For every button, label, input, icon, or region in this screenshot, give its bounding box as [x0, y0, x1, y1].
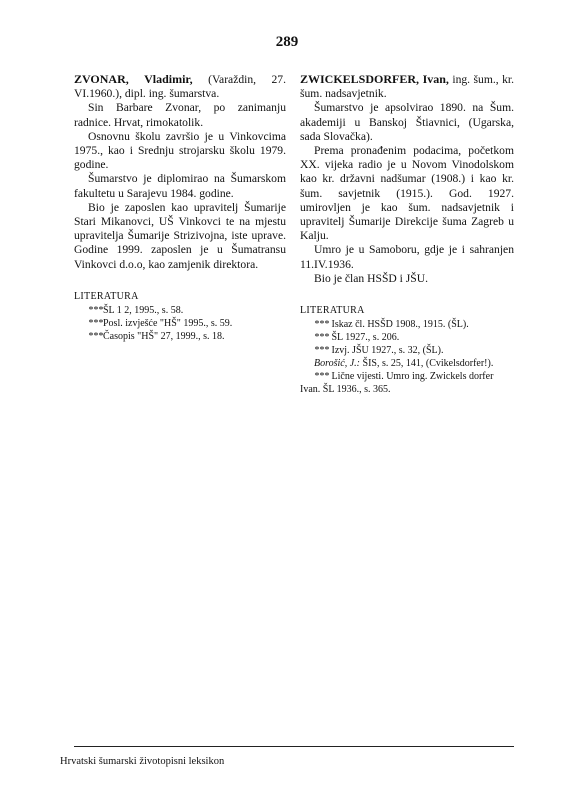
literature-item: [300, 318, 514, 331]
entry-name: ZVONAR, Vladimir,: [74, 72, 193, 86]
entry-heading: [300, 72, 514, 101]
literature-text: Posl. izvješće "HŠ" 1995., s. 59.: [103, 318, 233, 330]
literature-prefix: ***: [88, 318, 103, 330]
literature-text: Izvj. JŠU 1927., s. 32, (ŠL).: [331, 345, 444, 357]
literature-prefix: ***: [88, 305, 103, 317]
entry-paragraph: Umro je u Samoboru, gdje je i sahranjen 11.IV.1936.: [300, 243, 514, 271]
literature-list: [300, 318, 514, 396]
literature-item: [74, 304, 286, 317]
entry-paragraph: Osnovnu školu završio je u Vinkovcima 1975., kao i Srednju strojarsku školu 1979. godine.: [74, 129, 286, 172]
literature-prefix: ***: [314, 345, 329, 357]
literature-prefix: ***: [314, 319, 329, 331]
entry-paragraph: Šumarstvo je apsolvirao 1890. na Šum. akademiji u Banskoj Štiavnici, (Ugarska, sada Slovačka).: [300, 101, 514, 143]
literature-text: ŠIS, s. 25, 141, (Cvikelsdorfer!).: [362, 358, 494, 370]
entry-paragraph: Bio je zaposlen kao upravitelj Šumarije Stari Mikanovci, UŠ Vinkovci te na mjestu upravitelja Šumarije Strizivojna, iste uprave. Godine 1999. zaposlen je u Šumatransu Vinkovci d.o.o, kao zamjenik direktora.: [74, 200, 286, 271]
literature-prefix: ***: [88, 331, 103, 343]
literature-text: ŠL 1927., s. 206.: [331, 332, 400, 344]
literature-item: [300, 344, 514, 357]
entry-paragraph: Bio je član HSŠD i JŠU.: [314, 271, 429, 285]
entry-info: (Varaždin, 27. VI.1960.), dipl. ing. šumarstva.: [74, 73, 286, 101]
literature-text: Iskaz čl. HSŠD 1908., 1915. (ŠL).: [331, 319, 469, 331]
footer-rule: [74, 746, 514, 747]
entry-heading: [74, 72, 286, 101]
entry-zvonar: [74, 72, 286, 343]
literature-text: Lične vijesti. Umro ing. Zwickels dorfer Ivan. ŠL 1936., s. 365.: [300, 371, 494, 396]
entry-info: ing. šum., kr. šum. nadsavjetnik.: [300, 73, 514, 101]
entry-paragraph: Sin Barbare Zvonar, po zanimanju radnice. Hrvat, rimokatolik.: [74, 101, 286, 129]
footer-title: Hrvatski šumarski životopisni leksikon: [60, 756, 225, 767]
literature-item: [300, 370, 514, 396]
literature-author: Borošić, J.:: [314, 358, 361, 370]
literature-item: [300, 331, 514, 344]
literature-text: Časopis "HŠ" 27, 1999., s. 18.: [103, 331, 225, 343]
entry-paragraph: Prema pronađenim podacima, početkom XX. vijeka radio je u Novom Vinodolskom kao kr. državni nadšumar (1908.) i kao kr. šum. savjetnik (1915.). God. 1927. umirovljen je kao šum. nadsavjetnik i upravitelj Šumarije Direkcije šuma Zagreb u Kalju.: [300, 144, 514, 243]
entry-paragraph: Šumarstvo je diplomirao na Šumarskom fakultetu u Sarajevu 1984. godine.: [74, 172, 286, 200]
entry-name: ZWICKELSDORFER, Ivan,: [300, 72, 449, 86]
literature-list: [74, 304, 286, 343]
literature-text: ŠL 1 2, 1995., s. 58.: [103, 305, 184, 317]
literature-item: [74, 330, 286, 343]
literature-prefix: ***: [314, 371, 329, 383]
literature-item: [300, 357, 514, 370]
literature-prefix: ***: [314, 332, 329, 344]
page-number: 289: [275, 34, 299, 50]
literature-title: LITERATURA: [300, 305, 365, 317]
entry-zwickelsdorfer: [300, 72, 514, 396]
literature-title: LITERATURA: [74, 290, 139, 302]
literature-item: [74, 317, 286, 330]
